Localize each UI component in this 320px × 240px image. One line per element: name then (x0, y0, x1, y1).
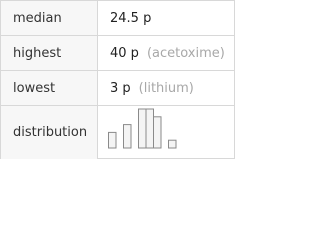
lowest-value: 3 p (110, 81, 131, 96)
highest-note: (acetoxime) (146, 46, 225, 61)
lowest-note: (lithium) (138, 81, 194, 96)
distribution-histogram (108, 108, 188, 153)
histogram-bar (139, 109, 147, 148)
row-label: lowest (1, 71, 98, 106)
histogram-bar (169, 140, 177, 148)
table-row-highest (1, 35, 234, 71)
table-row-median (1, 1, 234, 35)
row-label: median (1, 1, 98, 35)
median-value: 24.5 p (110, 10, 152, 26)
table-row-lowest (1, 70, 234, 106)
histogram-bar (124, 125, 132, 148)
row-value (98, 1, 234, 35)
histogram-bar (154, 117, 162, 148)
highest-value: 40 p (110, 46, 139, 61)
row-value (98, 71, 234, 106)
row-label: highest (1, 36, 98, 71)
histogram-bar (109, 132, 117, 148)
histogram-bar (146, 109, 154, 148)
row-value (98, 36, 234, 71)
row-label: distribution (1, 106, 98, 159)
